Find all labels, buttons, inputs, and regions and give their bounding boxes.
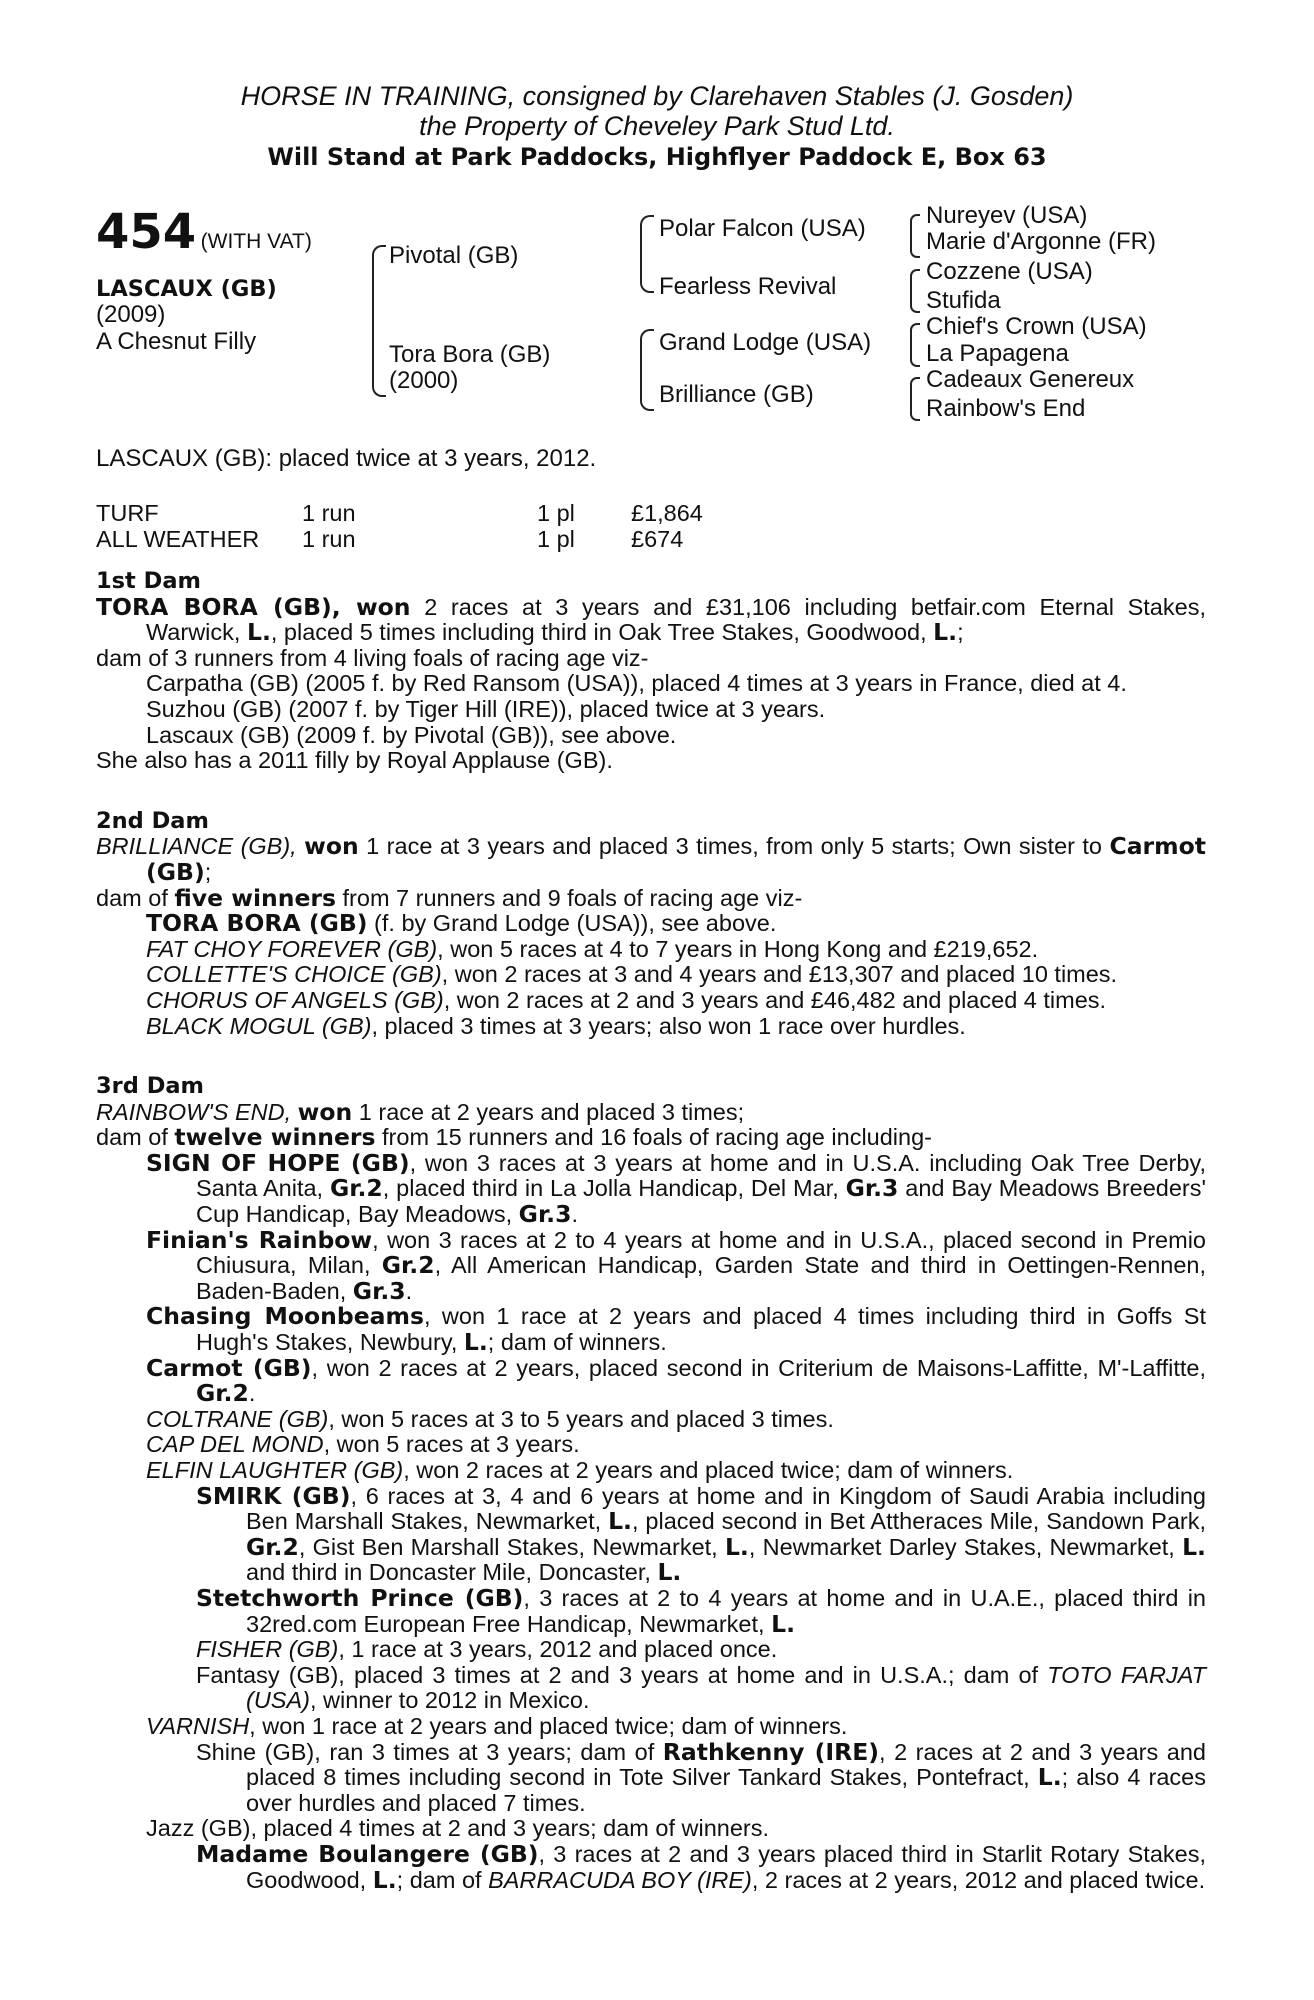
race-summary: LASCAUX (GB): placed twice at 3 years, 2012.: [96, 445, 597, 472]
progeny-name: CAP DEL MOND: [146, 1431, 324, 1458]
text: , placed 3 times at 3 years; also won 1 race over hurdles.: [371, 1012, 966, 1039]
list-item: [96, 1458, 1206, 1484]
list-item: SIGN OF HOPE (GB), won 3 races at 3 years at home and in U.S.A. including Oak Tree Derby, Santa Anita, Gr.2, placed third in La Jolla Handicap, Del Mar, Gr.3 and Bay Meadows Breeders' Cup Handicap, Bay Meadows, Gr.3.: [146, 1148, 1206, 1229]
pedigree-brace: [372, 245, 386, 397]
text: ; dam of winners.: [487, 1329, 667, 1356]
record-earnings: £674: [631, 526, 684, 552]
sire-dam: Fearless Revival: [659, 273, 837, 300]
dam-of-line: dam of 3 runners from 4 living foals of racing age viz-: [96, 644, 649, 671]
record-surface: TURF: [96, 500, 159, 526]
list-item: Carpatha (GB) (2005 f. by Red Ransom (USA)), placed 4 times at 3 years in France, died at 4.: [146, 670, 1127, 697]
text: , won 1 race at 2 years and placed 4 times including third in Goffs St Hugh's Stakes, Newbury,: [196, 1303, 1206, 1356]
text: , won 2 races at 2 years, placed second in Criterium de Maisons-Laffitte, M'-Laffitte,: [311, 1354, 1207, 1381]
section-heading: 3rd Dam: [96, 1073, 204, 1100]
dam-name: BRILLIANCE (GB),: [96, 833, 297, 860]
progeny-name: ELFIN LAUGHTER (GB): [146, 1457, 404, 1483]
grade-label: Gr.2: [196, 1379, 249, 1408]
great-granddam: Stufida: [926, 287, 1001, 314]
text: , won 3 races at 2 to 4 years at home and in U.S.A., placed second in Premio Chiusura, Milan,: [196, 1226, 1206, 1279]
list-item: [96, 1481, 1206, 1587]
text: ; also 4 races over hurdles and placed 7 times.: [246, 1764, 1206, 1816]
dam-entry: [96, 592, 1206, 647]
progeny-name: SMIRK (GB): [196, 1481, 351, 1510]
great-granddam: Rainbow's End: [926, 395, 1086, 422]
text: (f. by Grand Lodge (USA)), see above.: [367, 910, 777, 937]
sire: Pivotal (GB): [389, 242, 519, 269]
list-item: [96, 1583, 1206, 1638]
winners-count: five winners: [174, 883, 336, 912]
grade-label: Gr.2: [381, 1251, 435, 1280]
text: , won 5 races at 3 to 5 years and placed 3 times.: [328, 1405, 834, 1432]
text: and third in Doncaster Mile, Doncaster,: [246, 1559, 658, 1586]
pedigree-brace: [910, 269, 920, 313]
text: , winner to 2012 in Mexico.: [309, 1687, 590, 1714]
lot-number: 454: [96, 204, 197, 260]
progeny-name: Madame Boulangere (GB): [196, 1839, 539, 1868]
text: , 2 races at 2 years, 2012 and placed twice.: [751, 1866, 1206, 1893]
record-earnings: £1,864: [631, 500, 703, 526]
listed-label: L.: [771, 1609, 795, 1638]
text: dam of: [96, 884, 175, 911]
sister-name: Carmot (GB): [146, 832, 1207, 886]
section-heading: 2nd Dam: [96, 807, 209, 834]
text: Fantasy (GB), placed 3 times at 2 and 3 years at home and in U.S.A.; dam of: [196, 1661, 1048, 1688]
progeny-name: Rathkenny (IRE): [662, 1737, 879, 1766]
text: from 15 runners and 16 foals of racing age including-: [375, 1124, 932, 1151]
listed-label: L.: [933, 618, 958, 647]
great-grandsire: Cozzene (USA): [926, 258, 1093, 285]
listed-label: L.: [246, 618, 271, 647]
progeny-name: COLTRANE (GB): [146, 1405, 329, 1432]
progeny-name: FISHER (GB): [196, 1636, 339, 1663]
race-record-table: [96, 500, 703, 552]
section-heading: 1st Dam: [96, 568, 201, 594]
text: , placed second in Bet Attheraces Mile, Sandown Park,: [631, 1508, 1206, 1535]
text: , won 2 races at 3 and 4 years and £13,307 and placed 10 times.: [441, 961, 1118, 988]
produce-record: [96, 569, 1206, 1893]
section-gap: [96, 1039, 1206, 1059]
list-item: [96, 1014, 1206, 1040]
list-item: Lascaux (GB) (2009 f. by Pivotal (GB)), see above.: [146, 721, 677, 748]
consignor-line: HORSE IN TRAINING, consigned by Clarehaven Stables (J. Gosden): [240, 81, 1074, 111]
record-placed: 1 pl: [537, 526, 575, 552]
text: , All American Handicap, Garden State and third in Oettingen-Rennen, Baden-Baden,: [196, 1252, 1206, 1304]
progeny-name: Chasing Moonbeams: [146, 1302, 424, 1331]
text: ;: [204, 858, 212, 885]
list-item: [96, 1737, 1207, 1817]
list-item: [96, 911, 1206, 937]
vat-label: (WITH VAT): [200, 230, 312, 253]
listed-label: L.: [1037, 1763, 1062, 1792]
progeny-name: SIGN OF HOPE (GB): [146, 1148, 410, 1177]
grade-label: Gr.3: [845, 1174, 899, 1203]
horse-year: (2009): [96, 301, 166, 328]
horse-name: LASCAUX (GB): [96, 276, 277, 302]
text: ;: [957, 619, 964, 646]
dam-sire: Grand Lodge (USA): [659, 329, 872, 356]
list-item: [96, 1663, 1206, 1714]
list-item: Jazz (GB), placed 4 times at 2 and 3 years; dam of winners.: [146, 1815, 770, 1842]
text: , 2 races at 2 and 3 years and placed 8 times including second in Tote Silver Tankard Stakes, Pontefract,: [246, 1738, 1207, 1791]
horse-description: A Chesnut Filly: [96, 328, 257, 355]
great-grandsire: Chief's Crown (USA): [926, 313, 1147, 340]
text: and Bay Meadows Breeders' Cup Handicap, Bay Meadows,: [196, 1175, 1206, 1228]
listed-label: L.: [463, 1328, 488, 1357]
table-row: [96, 500, 703, 526]
progeny-name: Finian's Rainbow: [146, 1225, 373, 1254]
text: , 3 races at 2 and 3 years placed third in Starlit Rotary Stakes, Goodwood,: [246, 1840, 1207, 1893]
list-item: [96, 1714, 1206, 1740]
text: , won 1 race at 2 years and placed twice; dam of winners.: [249, 1712, 848, 1739]
list-item: [96, 962, 1206, 988]
grade-label: Gr.3: [518, 1200, 572, 1229]
text: , won 5 races at 3 years.: [323, 1431, 580, 1458]
list-item: [96, 988, 1206, 1014]
stand-location: Will Stand at Park Paddocks, Highflyer Paddock E, Box 63: [267, 143, 1047, 171]
list-item: [96, 1637, 1206, 1663]
text: , Gist Ben Marshall Stakes, Newmarket,: [298, 1533, 725, 1560]
text: , placed 5 times including third in Oak Tree Stakes, Goodwood,: [270, 619, 934, 646]
text: , won 2 races at 2 years and placed twice; dam of winners.: [403, 1457, 1014, 1483]
list-item: [96, 1407, 1206, 1433]
list-item: Carmot (GB), won 2 races at 2 years, placed second in Criterium de Maisons-Laffitte, M'-Laffitte, Gr.2.: [146, 1353, 1207, 1408]
dam-entry: [96, 834, 1206, 885]
progeny-name: TOTO FARJAT (USA): [246, 1661, 1206, 1714]
dam-of-line: [96, 883, 1206, 912]
dam-year: (2000): [389, 367, 459, 394]
dam-entry: [96, 1097, 1206, 1126]
pedigree-brace: [640, 215, 654, 293]
text: , 1 race at 3 years, 2012 and placed once.: [338, 1636, 778, 1663]
great-granddam: La Papagena: [926, 340, 1069, 367]
great-granddam: Marie d'Argonne (FR): [926, 228, 1156, 255]
record-placed: 1 pl: [537, 500, 575, 526]
text: , Newmarket Darley Stakes, Newmarket,: [748, 1533, 1183, 1560]
text: 1 race at 3 years and placed 3 times, from only 5 starts; Own sister to: [358, 833, 1110, 860]
text: , won 5 races at 4 to 7 years in Hong Kong and £219,652.: [437, 935, 1039, 962]
list-item: [96, 1304, 1206, 1355]
progeny-name: BLACK MOGUL (GB): [146, 1012, 372, 1039]
pedigree-brace: [910, 377, 920, 421]
list-item: [96, 1432, 1206, 1458]
list-item: [96, 1839, 1207, 1894]
progeny-name: FAT CHOY FOREVER (GB): [146, 935, 438, 962]
progeny-name: VARNISH: [146, 1712, 250, 1739]
text: , placed third in La Jolla Handicap, Del Mar,: [382, 1175, 846, 1202]
dam-name: TORA BORA (GB): [96, 592, 332, 621]
section-gap: [96, 774, 1206, 794]
text: 1 race at 2 years and placed 3 times;: [352, 1098, 745, 1125]
lot-number-row: [96, 204, 312, 260]
dam-of-line: [96, 1125, 1206, 1151]
progeny-name: BARRACUDA BOY (IRE): [488, 1866, 752, 1893]
text: ; dam of: [396, 1866, 489, 1893]
sire-sire: Polar Falcon (USA): [659, 215, 866, 242]
text: 2 races at 3 years and £31,106 including betfair.com Eternal Stakes, Warwick,: [146, 593, 1206, 646]
text: Shine (GB), ran 3 times at 3 years; dam of: [196, 1738, 663, 1765]
grade-label: Gr.2: [246, 1532, 299, 1561]
grade-label: Gr.2: [329, 1174, 383, 1203]
text: , won 3 races at 3 years at home and in U.S.A. including Oak Tree Derby, Santa Anita,: [196, 1149, 1206, 1202]
record-surface: ALL WEATHER: [96, 526, 260, 552]
list-item: [96, 937, 1206, 963]
list-item: Suzhou (GB) (2007 f. by Tiger Hill (IRE)), placed twice at 3 years.: [146, 695, 826, 722]
listed-label: L.: [372, 1865, 397, 1894]
also-line: She also has a 2011 filly by Royal Applause (GB).: [96, 747, 613, 774]
record-runs: 1 run: [302, 526, 356, 552]
dam-dam: Brilliance (GB): [659, 381, 814, 408]
text: from 7 runners and 9 foals of racing age viz-: [335, 884, 803, 911]
text: , 6 races at 3, 4 and 6 years at home and in Kingdom of Saudi Arabia including Ben Marshall Stakes, Newmarket,: [246, 1482, 1206, 1535]
record-runs: 1 run: [302, 500, 356, 526]
progeny-name: CHORUS OF ANGELS (GB): [146, 986, 444, 1013]
dam: Tora Bora (GB): [389, 341, 551, 368]
grade-label: Gr.3: [352, 1276, 406, 1305]
great-grandsire: Cadeaux Genereux: [926, 366, 1135, 393]
great-grandsire: Nureyev (USA): [926, 202, 1088, 229]
listed-label: L.: [657, 1558, 682, 1587]
listed-label: L.: [724, 1532, 749, 1561]
won-label: won: [297, 1097, 353, 1126]
winners-count: twelve winners: [174, 1123, 376, 1152]
dam-name: RAINBOW'S END,: [96, 1098, 292, 1125]
text: dam of: [96, 1124, 175, 1151]
pedigree-brace: [910, 323, 920, 367]
table-row: [96, 526, 703, 552]
text: , won 2 races at 2 and 3 years and £46,482 and placed 4 times.: [443, 986, 1107, 1013]
progeny-name: Carmot (GB): [146, 1353, 312, 1382]
pedigree-brace: [640, 329, 654, 411]
pedigree-brace: [910, 214, 920, 258]
progeny-name: Stetchworth Prince (GB): [196, 1583, 524, 1612]
progeny-name: COLLETTE'S CHOICE (GB): [146, 961, 442, 988]
won-label: won: [304, 832, 359, 861]
progeny-name: TORA BORA (GB): [146, 909, 368, 938]
listed-label: L.: [1182, 1532, 1206, 1561]
list-item: Finian's Rainbow, won 3 races at 2 to 4 years at home and in U.S.A., placed second in Premio Chiusura, Milan, Gr.2, All American Handicap, Garden State and third in Oettingen-Rennen, Baden-Baden, Gr.3.: [146, 1225, 1206, 1305]
text: , 3 races at 2 to 4 years at home and in U.A.E., placed third in 32red.com European Free Handicap, Newmarket,: [246, 1584, 1206, 1637]
property-line: the Property of Cheveley Park Stud Ltd.: [419, 111, 895, 141]
won-label: , won: [331, 592, 411, 621]
listed-label: L.: [608, 1507, 632, 1536]
